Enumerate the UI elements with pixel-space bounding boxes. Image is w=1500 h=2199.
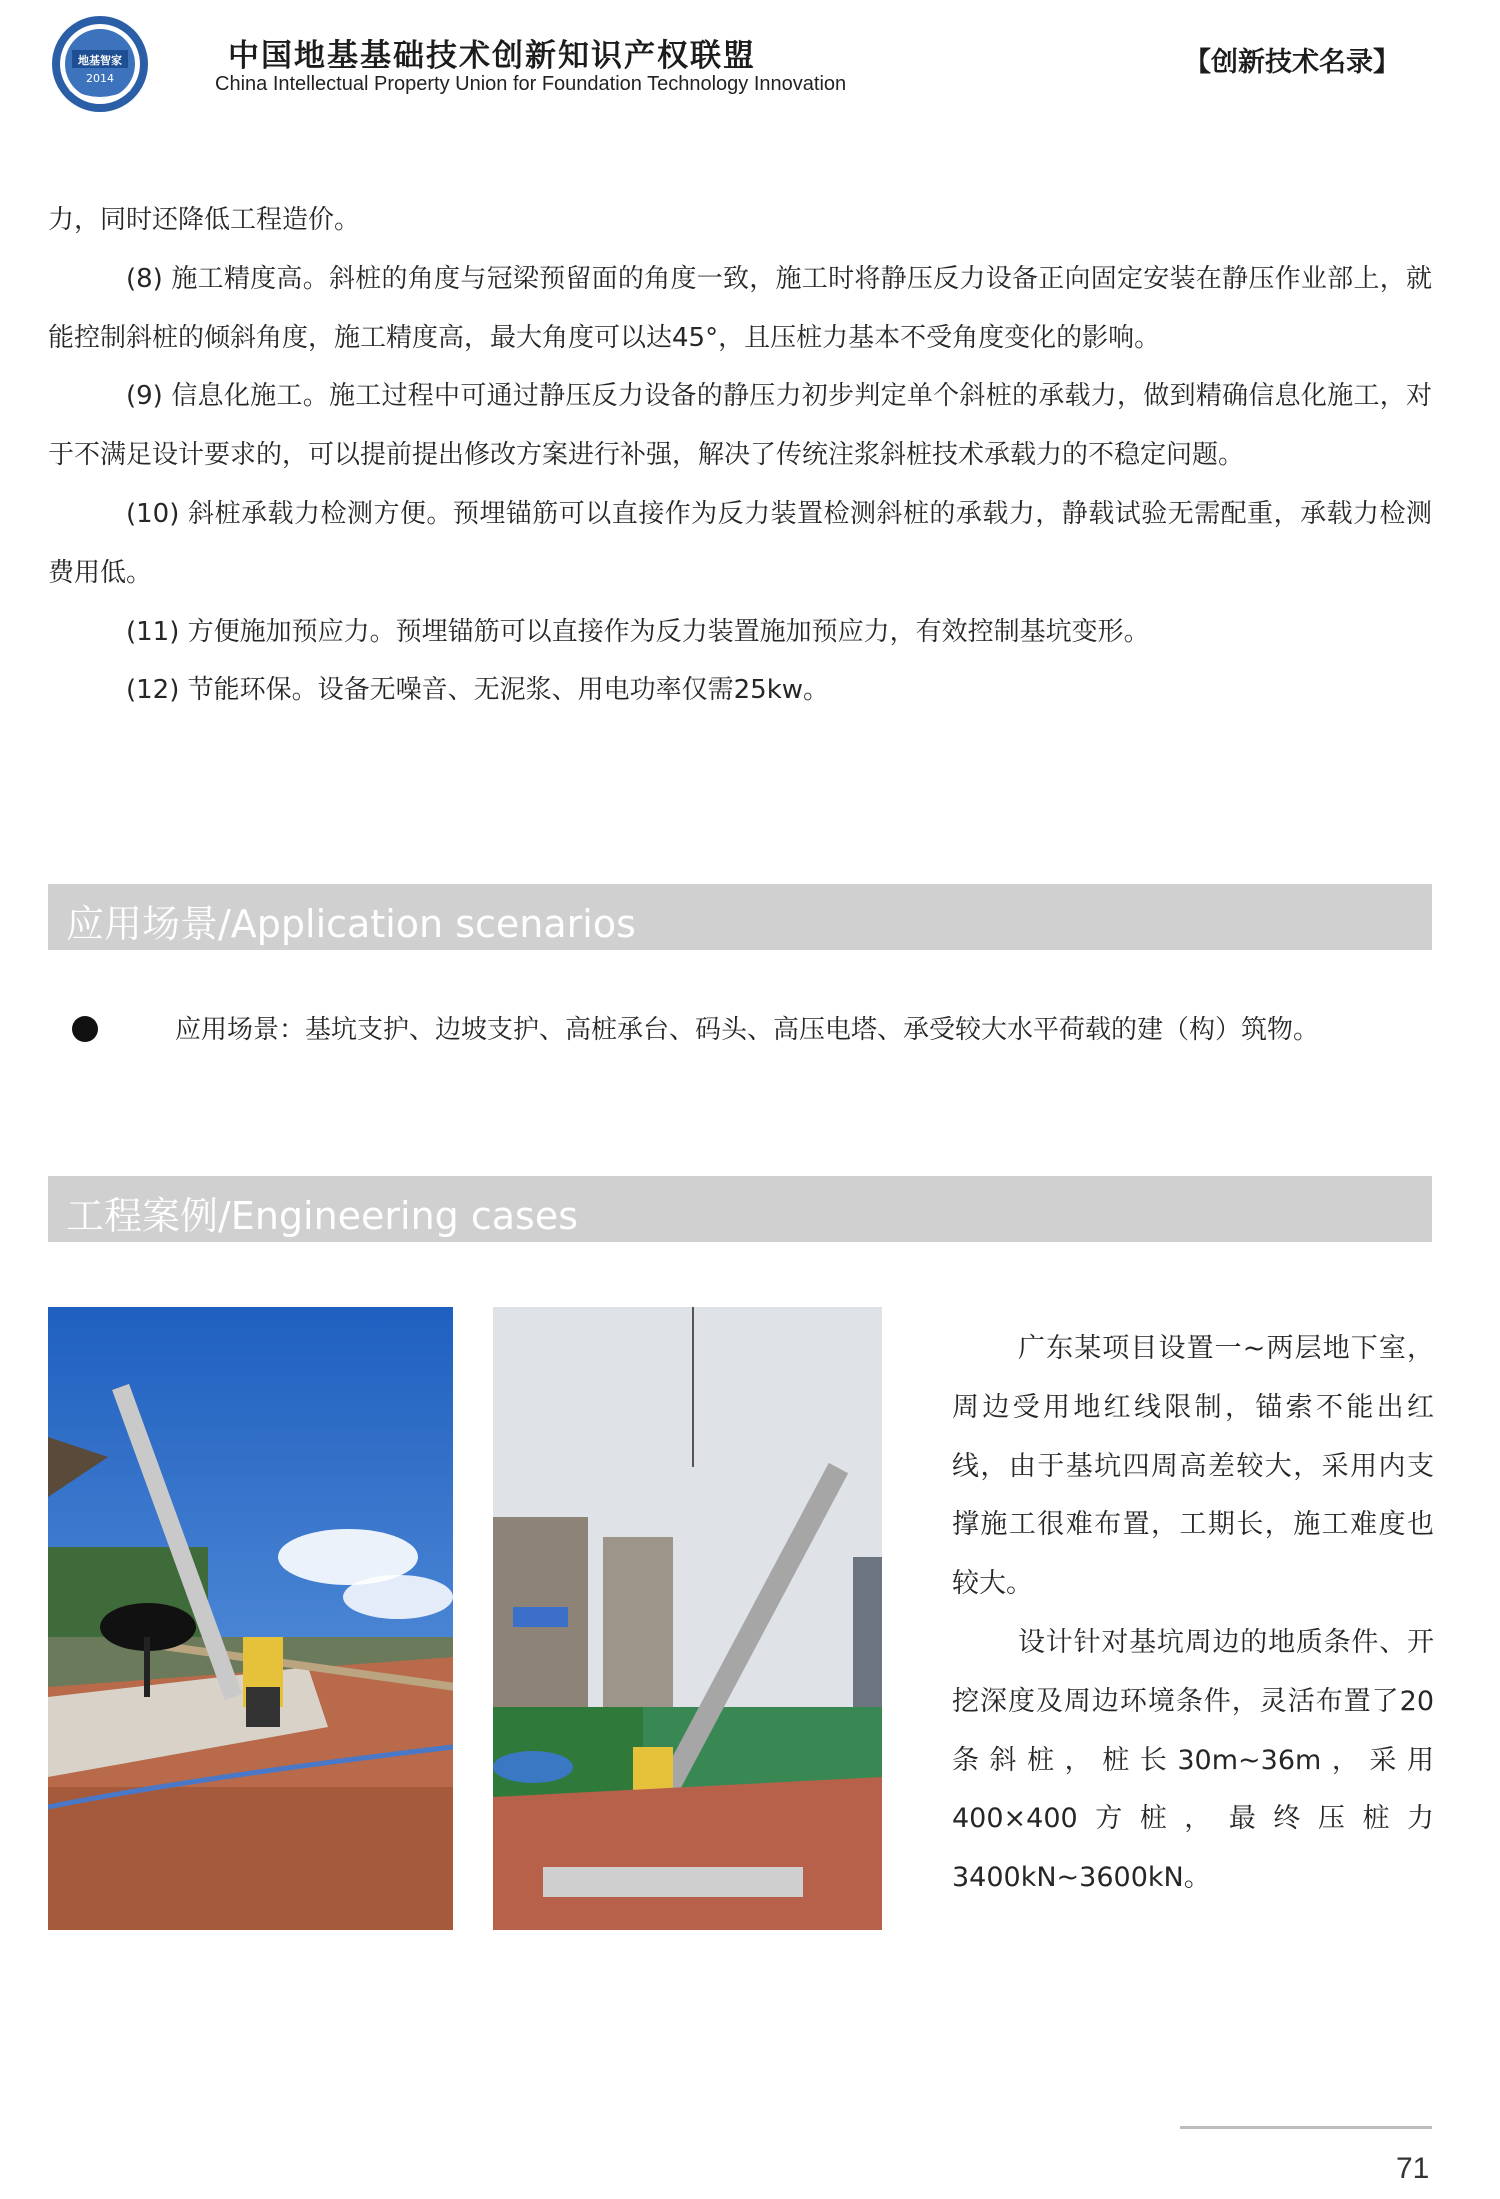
- paragraph: 设计针对基坑周边的地质条件、开挖深度及周边环境条件，灵活布置了20条斜桩，桩长30m~36m，采用400×400方桩，最终压桩力3400kN~3600kN。: [952, 1626, 1434, 1894]
- header-tag: 【创新技术名录】: [1184, 47, 1400, 78]
- section-header-application: [48, 884, 1432, 950]
- application-text: [48, 1001, 1432, 1060]
- paragraph: (11) 方便施加预应力。预埋锚筋可以直接作为反力装置施加预应力，有效控制基坑变形。: [126, 616, 1150, 647]
- paragraph: (12) 节能环保。设备无噪音、无泥浆、用电功率仅需25kw。: [126, 675, 830, 706]
- paragraph: (10) 斜桩承载力检测方便。预埋锚筋可以直接作为反力装置检测斜桩的承载力，静载试验无需配重，承载力检测费用低。: [48, 498, 1432, 588]
- alliance-logo: [50, 14, 150, 114]
- paragraph: 广东某项目设置一~两层地下室，周边受用地红线限制，锚索不能出红线，由于基坑四周高差较大，采用内支撑施工很难布置，工期长，施工难度也较大。: [952, 1333, 1434, 1600]
- paragraph: 应用场景：基坑支护、边坡支护、高桩承台、码头、高压电塔、承受较大水平荷载的建（构）筑物。: [175, 1015, 1320, 1045]
- paragraph: (9) 信息化施工。施工过程中可通过静压反力设备的静压力初步判定单个斜桩的承载力，做到精确信息化施工，对于不满足设计要求的，可以提前提出修改方案进行补强，解决了传统注浆斜桩技术承载力的不稳定问题。: [48, 381, 1432, 471]
- logo-center-text: 地基智家: [78, 54, 122, 67]
- paragraph: 力，同时还降低工程造价。: [48, 205, 361, 235]
- construction-photo-2: [493, 1307, 882, 1930]
- logo-year: 2014: [86, 72, 114, 85]
- page-number: 71: [1396, 2152, 1430, 2185]
- section-header-cases: [48, 1176, 1432, 1242]
- body-text: [48, 191, 1432, 720]
- header-title-en: China Intellectual Property Union for Foundation Technology Innovation: [215, 73, 847, 95]
- footer-divider: [1180, 2126, 1432, 2129]
- section-title: 应用场景/Application scenarios: [66, 902, 636, 946]
- case-description: [952, 1320, 1434, 1908]
- paragraph: (8) 施工精度高。斜桩的角度与冠梁预留面的角度一致，施工时将静压反力设备正向固定安装在静压作业部上，就能控制斜桩的倾斜角度，施工精度高，最大角度可以达45°，且压桩力基本不受角度变化的影响。: [48, 263, 1432, 353]
- construction-photo-1: [48, 1307, 453, 1930]
- section-title: 工程案例/Engineering cases: [66, 1194, 579, 1238]
- header-title-cn: 中国地基基础技术创新知识产权联盟: [228, 38, 756, 74]
